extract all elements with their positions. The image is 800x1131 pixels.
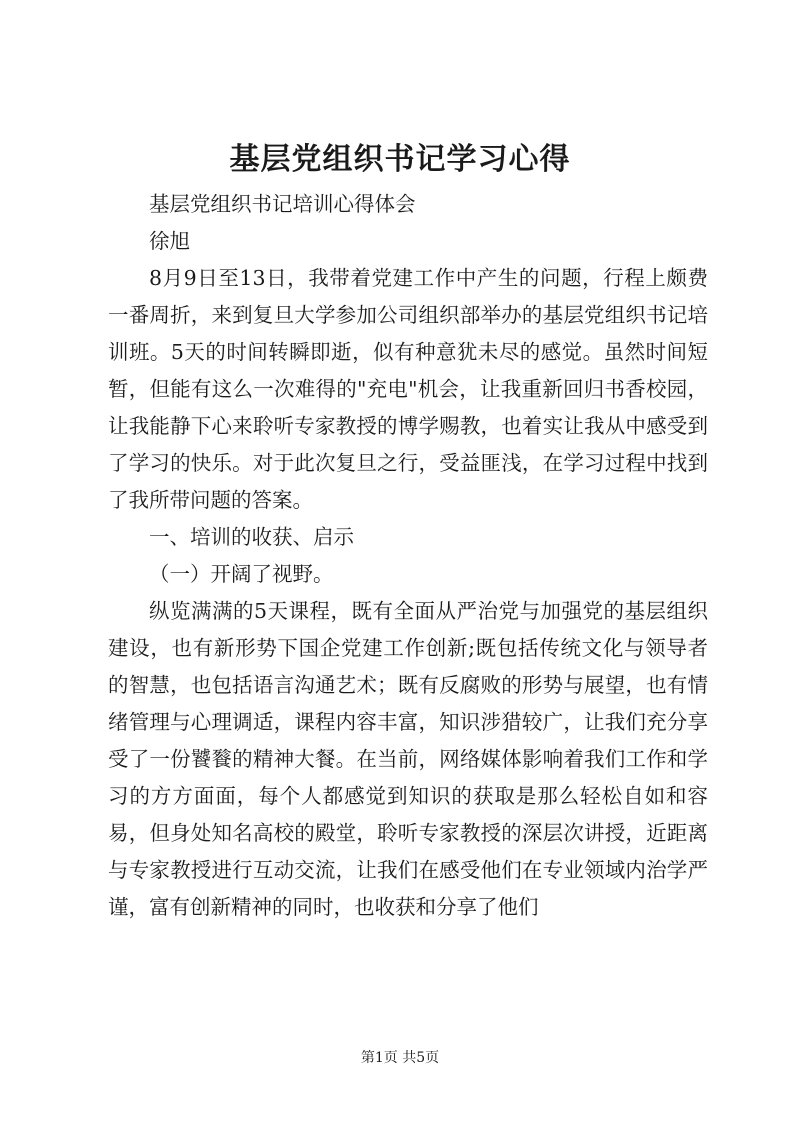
document-title: 基层党组织书记学习心得 <box>229 142 571 177</box>
subtitle-paragraph: 基层党组织书记培训心得体会 <box>149 192 416 216</box>
document-body <box>108 186 708 926</box>
body-paragraph: 纵览满满的5天课程，既有全面从严治党与加强党的基层组织建设，也有新形势下国企党建工作创新;既包括传统文化与领导者的智慧，也包括语言沟通艺术；既有反腐败的形势与展望，也有情绪管理与心理调适，课程内容丰富，知识涉猎较广，让我们充分享受了一份饕餮的精神大餐。在当前，网络媒体影响着我们工作和学习的方方面面，每个人都感觉到知识的获取是那么轻松自如和容易，但身处知名高校的殿堂，聆听专家教授的深层次讲授，近距离与专家教授进行互动交流，让我们在感受他们在专业领域内治学严谨，富有创新精神的同时，也收获和分享了他们 <box>108 599 708 919</box>
subsection-heading: （一）开阔了视野。 <box>149 562 334 586</box>
section-heading: 一、培训的收获、启示 <box>149 525 354 549</box>
author-paragraph: 徐旭 <box>149 229 190 253</box>
intro-paragraph: 8月9日至13日，我带着党建工作中产生的问题，行程上颇费一番周折，来到复旦大学参加公司组织部举办的基层党组织书记培训班。5天的时间转瞬即逝，似有种意犹未尽的感觉。虽然时间短暂，但能有这么一次难得的"充电"机会，让我重新回归书香校园，让我能静下心来聆听专家教授的博学赐教，也着实让我从中感受到了学习的快乐。对于此次复旦之行，受益匪浅，在学习过程中找到了我所带问题的答案。 <box>108 266 708 512</box>
page-footer: 第1页 共5页 <box>360 1050 440 1066</box>
